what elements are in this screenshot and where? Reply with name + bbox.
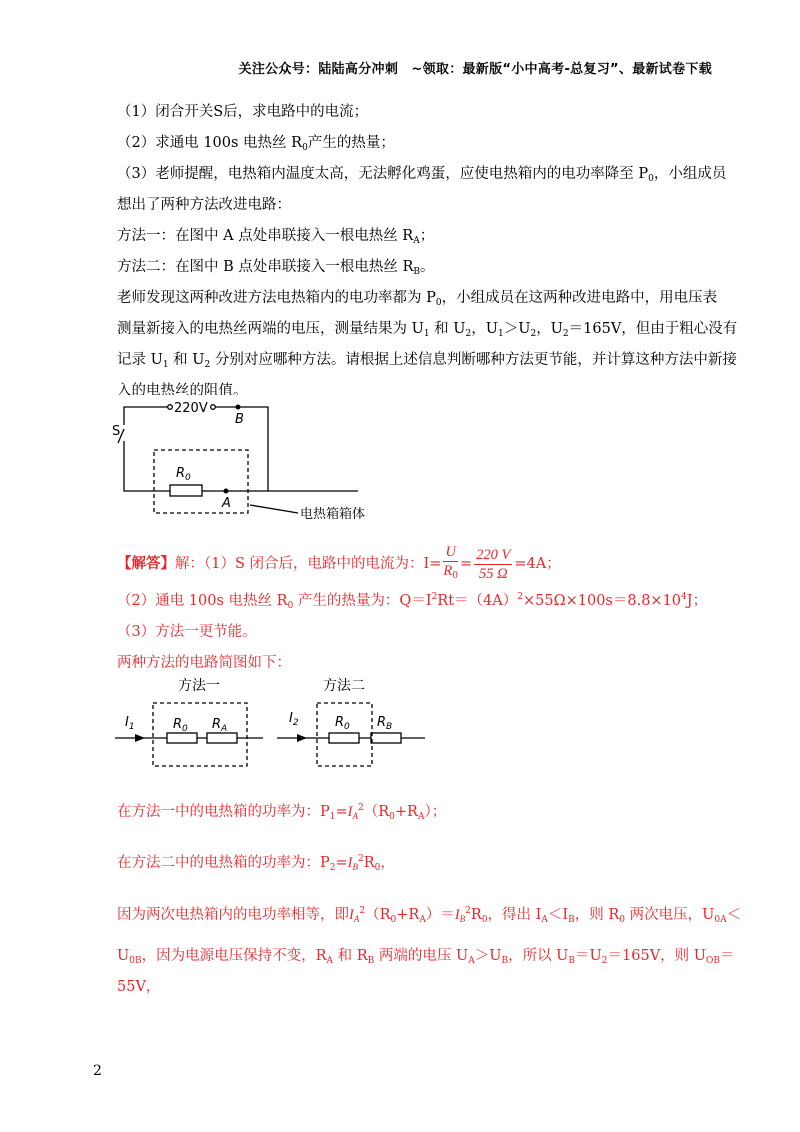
- answer-6: 在方法二中的电热箱的功率为：$P_2=I_B^2R_0$，: [117, 854, 395, 873]
- resistor-r0-method-1: [167, 733, 197, 743]
- label-i2: $I_2$: [289, 711, 299, 728]
- resistor-rb: [371, 733, 401, 743]
- current-arrow-2: [297, 734, 307, 742]
- label-s: S: [112, 424, 121, 439]
- page-header: 关注公众号：陆陆高分冲刺 ~领取：最新版“小中高考-总复习”、最新试卷下载: [238, 62, 712, 77]
- label-b: B: [235, 412, 244, 427]
- resistor-r0: [170, 485, 202, 496]
- label-pointer: [250, 505, 298, 513]
- node-b-dot: [236, 405, 241, 410]
- label-i1: $I_1$: [125, 715, 135, 732]
- voltage-label: 220V: [174, 401, 208, 416]
- current-arrow-1: [135, 734, 145, 742]
- question-2: （2）求通电 100s 电热丝 $R_0$产生的热量；: [117, 135, 395, 153]
- paragraph-line-1: 老师发现这两种改进方法电热箱内的电功率都为 $P_0$，小组成员在这两种改进电路中，用电压表: [117, 290, 718, 308]
- circuit-diagram-methods: [115, 670, 435, 770]
- circuit-diagram-complete: [110, 395, 400, 530]
- label-r0-m2: $R_0$: [335, 715, 350, 732]
- method-1-title: 方法一: [178, 678, 220, 694]
- answer-8: $U_{0B}$，因为电源电压保持不变，$R_A$ 和 $R_B$ 两端的电压 $U_A>U_B$，所以 $U_B=U_2=165V$，则 $U_{OB}=$: [117, 948, 735, 966]
- answer-1: 【解答】解：（1）S 闭合后，电路中的电流为：I= $\frac{U}{R_0}$ = $\frac{220 V}{55 \Omega}$ =4A；: [117, 544, 561, 582]
- question-1: （1）闭合开关S后，求电路中的电流；: [117, 104, 369, 120]
- answer-9: 55V，: [117, 979, 161, 995]
- power-terminal-left: [168, 405, 173, 410]
- heater-box: [154, 450, 248, 513]
- label-rb: $R_B$: [377, 715, 393, 732]
- paragraph-line-2: 测量新接入的电热丝两端的电压，测量结果为 $U_1$ 和 $U_2$，$U_1>U_2$，$U_2=165V$，但由于粗心没有: [117, 321, 738, 339]
- question-3: （3）老师提醒，电热箱内温度太高，无法孵化鸡蛋，应使电热箱内的电功率降至 $P_0$，小组成员: [117, 166, 727, 184]
- page-number: 2: [93, 1063, 102, 1079]
- wire-left-bottom: [124, 441, 170, 491]
- question-3-cont: 想出了两种方法改进电路：: [117, 197, 291, 213]
- power-terminal-right: [211, 405, 216, 410]
- resistor-ra: [207, 733, 237, 743]
- method-2-title: 方法二: [323, 678, 365, 694]
- box-label: 电热箱箱体: [300, 507, 366, 522]
- paragraph-line-4: 入的电热丝的阻值。: [117, 383, 248, 399]
- label-a: A: [222, 496, 231, 511]
- label-ra: $R_A$: [212, 717, 228, 734]
- answer-7: 因为两次电热箱内的电功率相等，即$I_A^2(R_0+R_A)=I_B^2R_0$，得出 $I_A<I_B$，则 $R_0$ 两次电压，$U_{0A}<$: [117, 906, 742, 925]
- answer-2: （2）通电 100s 电热丝 $R_0$ 产生的热量为：$Q=I^2Rt=(4A)^2\times 55\Omega\times 100s=8.8\times 10^4J$；: [117, 592, 708, 611]
- wire-left-top: [124, 407, 168, 425]
- method-2: 方法二：在图中 B 点处串联接入一根电热丝 $R_B$。: [117, 259, 435, 277]
- resistor-r0-method-2: [329, 733, 359, 743]
- node-a-dot: [224, 489, 229, 494]
- answer-4: 两种方法的电路简图如下：: [117, 655, 291, 671]
- paragraph-line-3: 记录 $U_1$ 和 $U_2$ 分别对应哪种方法。请根据上述信息判断哪种方法更节能，并计算这种方法中新接: [117, 352, 737, 370]
- label-r0: $R_0$: [176, 466, 191, 483]
- label-r0-m1: $R_0$: [173, 717, 188, 734]
- answer-5: 在方法一中的电热箱的功率为：$P_1=I_A^2(R_0+R_A)$；: [117, 803, 447, 822]
- method-1: 方法一：在图中 A 点处串联接入一根电热丝 $R_A$；: [117, 228, 435, 246]
- answer-3: （3）方法一更节能。: [117, 624, 257, 640]
